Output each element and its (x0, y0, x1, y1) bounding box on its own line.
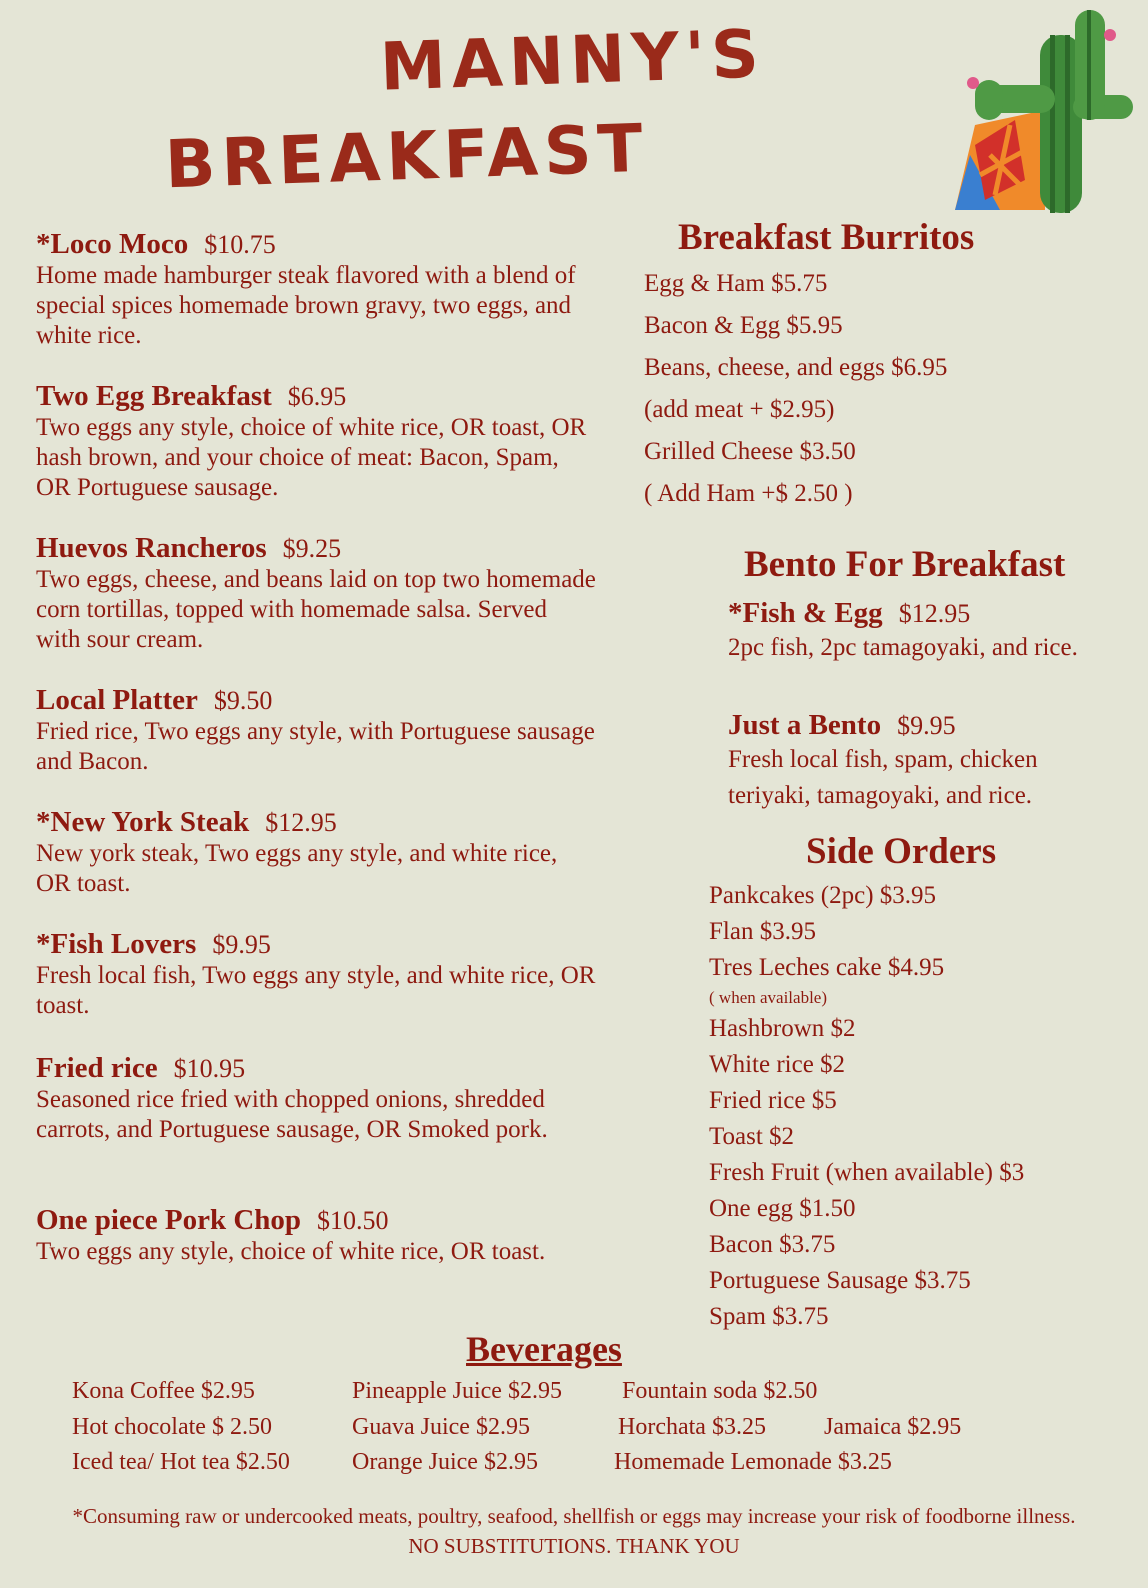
item-name: Huevos Rancheros (36, 532, 267, 564)
burritos-heading: Breakfast Burritos (678, 217, 975, 258)
beverage-item: Homemade Lemonade $3.25 (614, 1449, 892, 1475)
beverage-item: Guava Juice $2.95 (352, 1414, 530, 1440)
bento-item-fish-egg (728, 597, 1108, 666)
item-name: One piece Pork Chop (36, 1204, 302, 1236)
side-line: Pankcakes (2pc) $3.95 (709, 882, 937, 909)
item-name: Local Platter (36, 684, 198, 716)
item-name: Just a Bento (728, 709, 882, 741)
side-line: Spam $3.75 (709, 1303, 829, 1330)
menu-item-fried-rice (36, 1052, 596, 1145)
item-name: *Fish Lovers (36, 928, 197, 960)
menu-item-loco-moco (36, 228, 596, 351)
menu-item-fish-lovers (36, 928, 596, 1021)
item-price: $10.75 (204, 230, 276, 259)
beverage-item: Jamaica $2.95 (824, 1414, 962, 1440)
side-line: Fried rice $5 (709, 1087, 837, 1114)
title-line-2: BREAKFAST (163, 109, 650, 204)
item-description: New york steak, Two eggs any style, and white rice, OR toast. (36, 840, 558, 897)
side-line: Fresh Fruit (when available) $3 (709, 1159, 1025, 1186)
side-line: White rice $2 (709, 1051, 846, 1078)
side-line: Bacon $3.75 (709, 1231, 836, 1258)
side-line: Flan $3.95 (709, 918, 816, 945)
item-description: 2pc fish, 2pc tamagoyaki, and rice. (728, 634, 1078, 661)
side-note: ( when available) (709, 988, 827, 1007)
item-price: $9.95 (212, 930, 271, 959)
side-line: Hashbrown $2 (709, 1015, 856, 1042)
burrito-line: Egg & Ham $5.75 (644, 270, 828, 297)
burrito-line: ( Add Ham +$ 2.50 ) (644, 480, 853, 507)
menu-item-local-platter (36, 684, 596, 777)
beverage-item: Horchata $3.25 (618, 1414, 766, 1440)
item-description: Fried rice, Two eggs any style, with Portuguese sausage and Bacon. (36, 718, 595, 775)
item-description: Two eggs, cheese, and beans laid on top two homemade corn tortillas, topped with homemade salsa. Served with sour cream. (36, 566, 596, 653)
beverage-item: Kona Coffee $2.95 (72, 1378, 255, 1404)
side-line: One egg $1.50 (709, 1195, 856, 1222)
beverage-item: Fountain soda $2.50 (622, 1378, 818, 1404)
item-price: $10.50 (317, 1206, 389, 1235)
item-description: Seasoned rice fried with chopped onions, shredded carrots, and Portuguese sausage, OR Smoked pork. (36, 1086, 548, 1143)
menu-item-huevos-rancheros (36, 532, 596, 655)
item-name: Fried rice (36, 1052, 158, 1084)
side-line: Portuguese Sausage $3.75 (709, 1267, 971, 1294)
item-description: Two eggs any style, choice of white rice, OR toast. (36, 1238, 546, 1265)
burrito-line: Grilled Cheese $3.50 (644, 438, 856, 465)
item-price: $12.95 (898, 599, 971, 628)
item-price: $9.95 (897, 711, 956, 740)
item-price: $6.95 (287, 382, 347, 411)
side-line: Toast $2 (709, 1123, 795, 1150)
beverage-item: Iced tea/ Hot tea $2.50 (72, 1449, 290, 1475)
item-description: Home made hamburger steak flavored with a blend of special spices homemade brown gravy, two eggs, and white rice. (36, 262, 576, 349)
beverage-item: Orange Juice $2.95 (352, 1449, 538, 1475)
no-substitutions-note: NO SUBSTITUTIONS. THANK YOU (408, 1534, 740, 1558)
burrito-line: (add meat + $2.95) (644, 396, 835, 423)
menu-item-two-egg-breakfast (36, 380, 596, 503)
item-price: $12.95 (265, 808, 337, 837)
item-description: Two eggs any style, choice of white rice, OR toast, OR hash brown, and your choice of meat: Bacon, Spam, OR Portuguese sausage. (36, 414, 587, 501)
item-name: *New York Steak (36, 806, 250, 838)
item-name: *Fish & Egg (728, 597, 883, 629)
cactus-illustration (955, 5, 1135, 215)
item-price: $10.95 (173, 1054, 246, 1083)
title-line-1: MANNY'S (378, 15, 766, 106)
food-safety-warning: *Consuming raw or undercooked meats, poultry, seafood, shellfish or eggs may increase your risk of foodborne illness. (72, 1504, 1076, 1528)
item-name: *Loco Moco (36, 228, 189, 260)
sides-heading: Side Orders (806, 831, 997, 872)
menu-item-pork-chop (36, 1204, 596, 1267)
bento-item-just-a-bento (728, 709, 1108, 814)
menu-item-new-york-steak (36, 806, 596, 899)
item-description: Fresh local fish, spam, chicken teriyaki, tamagoyaki, and rice. (728, 746, 1038, 809)
burrito-line: Bacon & Egg $5.95 (644, 312, 843, 339)
item-price: $9.25 (282, 534, 342, 563)
side-line: Tres Leches cake $4.95 (709, 954, 945, 981)
item-description: Fresh local fish, Two eggs any style, and white rice, OR toast. (36, 962, 596, 1019)
bento-heading: Bento For Breakfast (744, 544, 1066, 585)
beverage-item: Pineapple Juice $2.95 (352, 1378, 562, 1404)
beverages-heading: Beverages (466, 1329, 622, 1369)
burrito-line: Beans, cheese, and eggs $6.95 (644, 354, 948, 381)
beverage-item: Hot chocolate $ 2.50 (72, 1414, 272, 1440)
item-name: Two Egg Breakfast (36, 380, 272, 412)
item-price: $9.50 (213, 686, 273, 715)
